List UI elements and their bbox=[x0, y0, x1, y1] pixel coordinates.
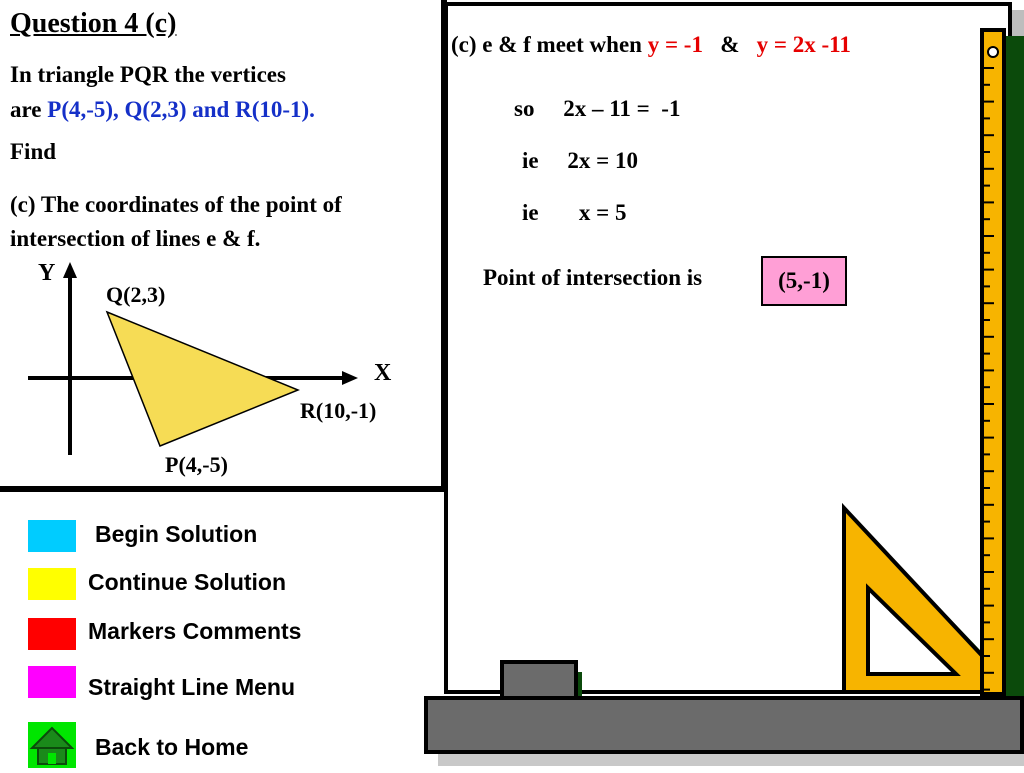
solution-line-1 bbox=[451, 32, 851, 58]
triangle-diagram bbox=[0, 250, 440, 486]
board-tray-shadow bbox=[438, 754, 1024, 766]
markers-comments-label[interactable]: Markers Comments bbox=[88, 618, 302, 644]
continue-solution-button[interactable] bbox=[28, 568, 76, 600]
label-q: Q(2,3) bbox=[106, 282, 166, 307]
equation-e: y = -1 bbox=[647, 32, 703, 57]
answer-box bbox=[761, 256, 847, 306]
question-part-line-2: intersection of lines e & f. bbox=[10, 226, 261, 251]
answer-label: Point of intersection is bbox=[483, 265, 703, 290]
solution-line-2: so 2x – 11 = -1 bbox=[514, 96, 681, 121]
back-to-home-button[interactable] bbox=[28, 722, 76, 768]
question-line-2 bbox=[10, 97, 315, 123]
solution-line-4: ie x = 5 bbox=[522, 200, 627, 225]
equation-f: y = 2x -11 bbox=[756, 32, 851, 57]
question-line-1: In triangle PQR the vertices bbox=[10, 62, 286, 87]
question-title: Question 4 (c) bbox=[10, 8, 177, 39]
y-axis-label: Y bbox=[38, 260, 56, 286]
question-find: Find bbox=[10, 139, 57, 164]
drawing-tools bbox=[838, 28, 1024, 700]
begin-solution-button[interactable] bbox=[28, 520, 76, 552]
straight-line-menu-label[interactable]: Straight Line Menu bbox=[88, 674, 295, 700]
ruler-shadow bbox=[1006, 36, 1024, 696]
board-tray bbox=[424, 696, 1024, 754]
markers-comments-button[interactable] bbox=[28, 618, 76, 650]
x-axis-arrow-icon bbox=[342, 371, 358, 385]
question-part-line-1: (c) The coordinates of the point of bbox=[10, 192, 342, 217]
triangle-pqr bbox=[107, 312, 298, 446]
home-icon bbox=[28, 722, 76, 768]
solution-line-3: ie 2x = 10 bbox=[522, 148, 638, 173]
panel-divider-horizontal bbox=[0, 486, 447, 492]
ruler-hole-icon bbox=[988, 47, 998, 57]
solution-ampersand: & bbox=[702, 32, 757, 57]
ruler-icon bbox=[982, 30, 1004, 694]
label-p: P(4,-5) bbox=[165, 452, 228, 477]
label-r: R(10,-1) bbox=[300, 398, 377, 423]
begin-solution-label[interactable]: Begin Solution bbox=[95, 521, 258, 547]
solution-line-1-prefix: (c) e & f meet when bbox=[451, 32, 648, 57]
straight-line-menu-button[interactable] bbox=[28, 666, 76, 698]
y-axis-arrow-icon bbox=[63, 262, 77, 278]
vertices-text: P(4,-5), Q(2,3) and R(10-1). bbox=[47, 97, 315, 122]
question-line-2-prefix: are bbox=[10, 97, 48, 122]
continue-solution-label[interactable]: Continue Solution bbox=[88, 569, 287, 595]
answer-value: (5,-1) bbox=[778, 268, 830, 293]
x-axis-label: X bbox=[374, 360, 392, 386]
back-to-home-label[interactable]: Back to Home bbox=[95, 734, 249, 760]
eraser-icon bbox=[500, 660, 578, 700]
